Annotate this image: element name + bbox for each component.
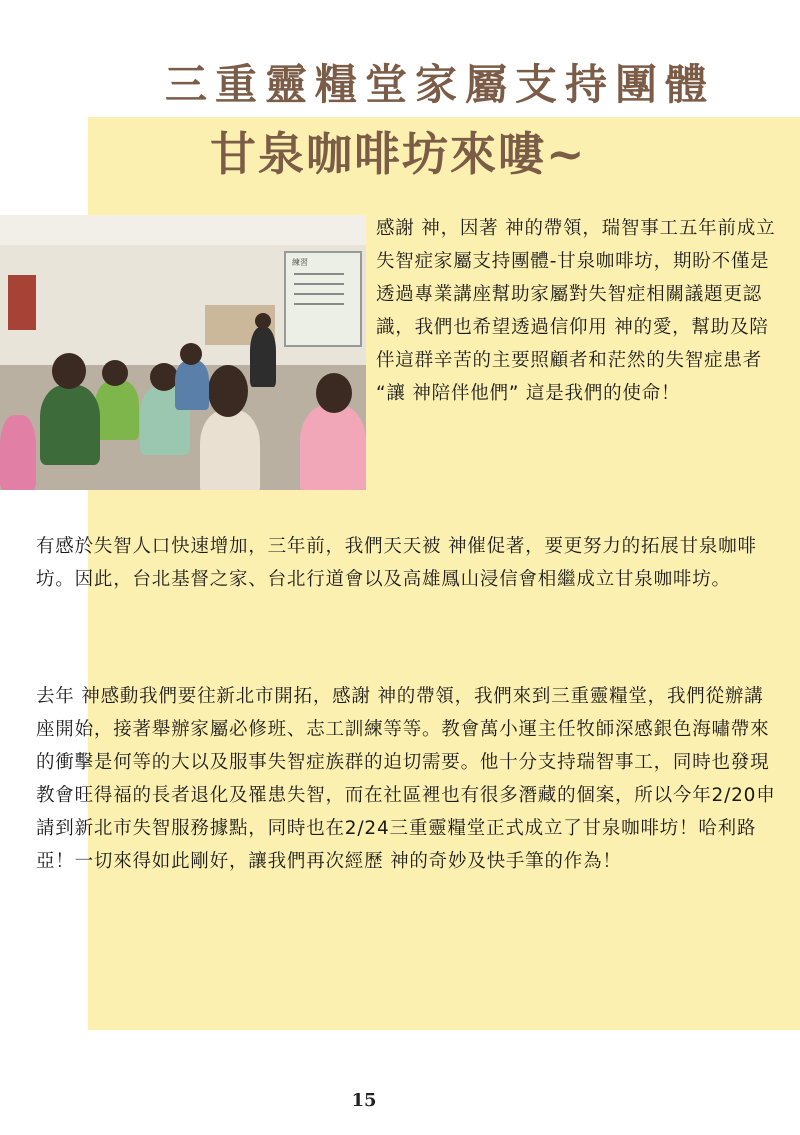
screen-text-lines [294, 273, 344, 313]
photo-head [150, 363, 178, 391]
photo-person [175, 360, 209, 410]
photo-person [300, 405, 366, 490]
photo-person [200, 410, 260, 490]
article-paragraph-1: 感謝 神，因著 神的帶領，瑞智事工五年前成立失智症家屬支持團體-甘泉咖啡坊，期盼不僅是透過專業講座幫助家屬對失智症相關議題更認識，我們也希望透過信仰用 神的愛，幫助及陪伴這群辛苦的主要照顧者和茫然的失智症患者 “讓 神陪伴他們” 這是我們的使命！ [376, 218, 776, 404]
photo-head [208, 365, 248, 417]
article-paragraph-2: 有感於失智人口快速增加，三年前，我們天天被 神催促著，要更努力的拓展甘泉咖啡坊。因此，台北基督之家、台北行道會以及高雄鳳山浸信會相繼成立甘泉咖啡坊。 [36, 536, 757, 590]
page-subtitle: 甘泉咖啡坊來嘍~ [210, 127, 587, 181]
article-paragraph-3: 去年 神感動我們要往新北市開拓，感謝 神的帶領，我們來到三重靈糧堂，我們從辦講座開始，接著舉辦家屬必修班、志工訓練等等。教會萬小運主任牧師深感銀色海嘯帶來的衝擊是何等的大以及服事失智症族群的迫切需要。他十分支持瑞智事工，同時也發現教會旺得福的長者退化及罹患失智，而在社區裡也有很多潛藏的個案，所以今年2/20申請到新北市失智服務據點，同時也在2/24三重靈糧堂正式成立了甘泉咖啡坊！哈利路亞！一切來得如此剛好，讓我們再次經歷 神的奇妙及快手筆的作為！ [36, 686, 776, 872]
page-title: 三重靈糧堂家屬支持團體 [164, 60, 715, 109]
photo-person [95, 380, 139, 440]
photo-head [52, 353, 86, 389]
photo-head [180, 343, 202, 365]
photo-head [255, 313, 271, 329]
photo-person [40, 385, 100, 465]
photo-head [102, 360, 128, 386]
photo-ceiling [0, 215, 366, 245]
photo-notice-board [8, 275, 36, 330]
photo-head [316, 373, 352, 413]
event-photo [0, 215, 366, 490]
photo-person [250, 327, 276, 387]
screen-title: 練習 [292, 258, 308, 267]
page-number: 15 [351, 1090, 377, 1111]
photo-projection-screen [284, 251, 362, 347]
photo-person [0, 415, 36, 490]
